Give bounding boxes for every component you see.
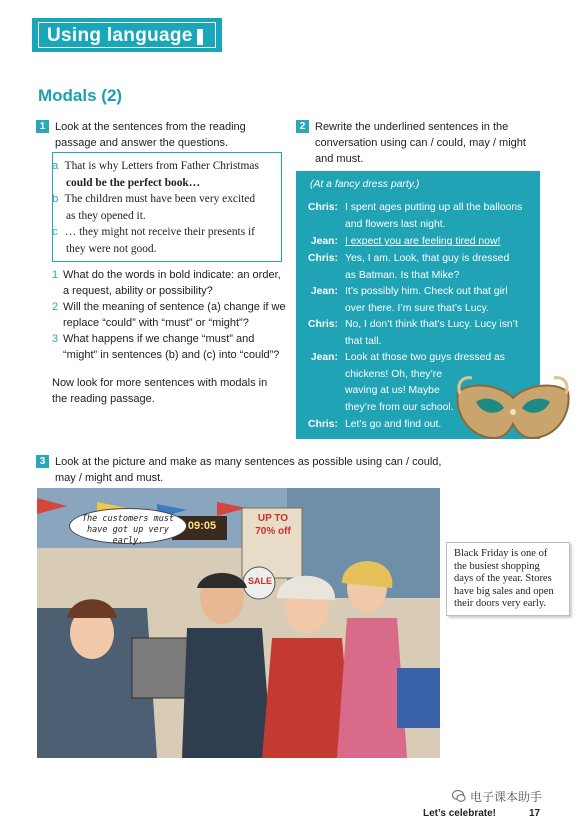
section-banner-title: Using language [47,25,193,46]
ex3-number: 3 [36,455,49,468]
speaker: Jean: [310,236,338,247]
question-2: 2 Will the meaning of sentence (a) change if we replace “could” with “must” or “might”? [52,301,286,329]
speaker: Chris: [307,202,338,213]
ex1-questions [52,267,287,363]
section-banner [32,18,222,52]
ex1-instruction: 1 Look at the sentences from the reading passage and answer the questions. [36,119,286,151]
dialogue-line: No, I don’t think that’s Lucy. Lucy isn’t that tall. [345,319,518,347]
dialogue-scene: (At a fancy dress party.) [310,179,420,190]
banner-mark-icon [197,29,203,45]
ex2-instruction: 2 Rewrite the underlined sentences in the conversation using can / could, may / might and must. [296,119,546,167]
masquerade-mask-icon [452,372,574,450]
question-3: 3 What happens if we change “must” and “might” in sentences (b) and (c) into “could”? [52,333,280,361]
speaker: Chris: [307,253,338,264]
speaker: Jean: [310,352,338,363]
question-1: 1 What do the words in bold indicate: an order, a request, ability or possibility? [52,269,281,297]
footer-section: Let’s celebrate! [423,808,496,819]
speech-bubble: The customers must have got up very early. [69,508,187,544]
speaker: Chris: [307,319,338,330]
dialogue-line: Look at those two guys dressed as chickens! Oh, they’re waving at us! Maybe they’re from our school. [345,352,505,413]
speaker: Jean: [310,286,338,297]
black-friday-illustration [37,488,440,758]
wechat-icon [452,789,466,803]
ex1-followup: Now look for more sentences with modals in the reading passage. [52,377,268,405]
watermark: 电子课本助手 [470,790,543,804]
dialogue-line: I expect you are feeling tired now! [345,236,501,247]
ex1-number: 1 [36,120,49,133]
discount-sign: UP TO 70% off [255,513,291,537]
clock-display: 09:05 [187,520,217,532]
ex1-sentences [52,158,280,257]
dialogue-line: Yes, I am. Look, that guy is dressed as Batman. Is that Mike? [345,253,510,281]
ex3-instruction: 3 Look at the picture and make as many sentences as possible using can / could, may / might and must. [36,454,456,486]
sentence-b: b The children must have been very excited as they opened it. [52,193,256,222]
sentence-a: a That is why Letters from Father Christmas could be the perfect book… [52,160,259,189]
speaker: Chris: [307,419,338,430]
fact-note: Black Friday is one of the busiest shopping days of the year. Stores have big sales and open their doors very early. [446,542,570,616]
page-number: 17 [529,808,541,819]
sale-sign: SALE [247,576,272,586]
sentence-c: c … they might not receive their presents if they were not good. [52,226,255,255]
dialogue-line: I spent ages putting up all the balloons and flowers last night. [345,202,523,230]
section-title: Modals (2) [38,86,123,105]
dialogue-line: It’s possibly him. Check out that girl over there. I’m sure that’s Lucy. [345,286,508,314]
dialogue-line: Let’s go and find out. [345,419,442,430]
ex2-number: 2 [296,120,309,133]
